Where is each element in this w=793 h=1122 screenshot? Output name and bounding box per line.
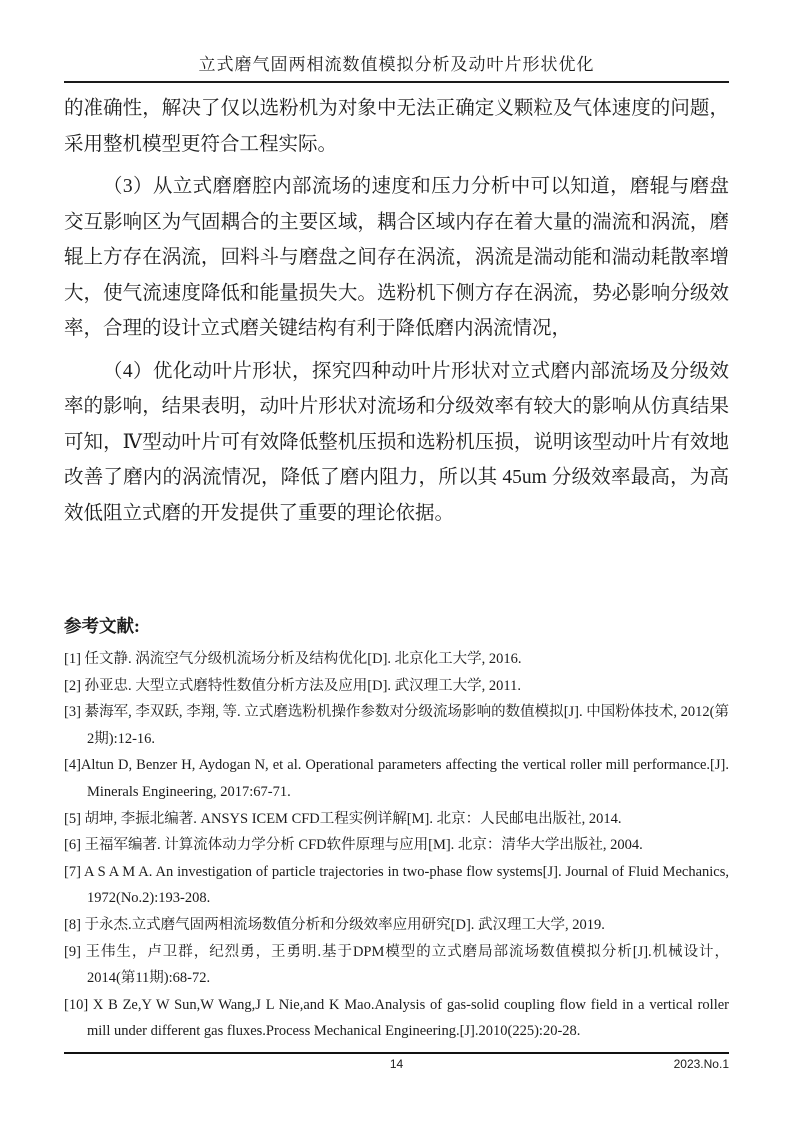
page-number: 14: [389, 1057, 404, 1071]
page-footer: [64, 1052, 729, 1084]
reference-item: [6] 王福军编著. 计算流体动力学分析 CFD软件原理与应用[M]. 北京：清华大学出版社, 2004.: [64, 837, 643, 854]
body-paragraph-point-3: （3）从立式磨磨腔内部流场的速度和压力分析中可以知道，磨辊与磨盘交互影响区为气固耦合的主要区域，耦合区域内存在着大量的湍流和涡流，磨辊上方存在涡流，回料斗与磨盘之间存在涡流，涡流是湍动能和湍动耗散率增大，使气流速度降低和能量损失大。选粉机下侧方存在涡流，势必影响分级效率，合理的设计立式磨关键结构有利于降低磨内涡流情况，: [64, 176, 729, 339]
reference-item: [5] 胡坤, 李振北编著. ANSYS ICEM CFD工程实例详解[M]. 北京：人民邮电出版社, 2014.: [64, 810, 622, 827]
page-header: [64, 0, 729, 83]
reference-item: [1] 任文静. 涡流空气分级机流场分析及结构优化[D]. 北京化工大学, 2016.: [64, 651, 522, 667]
references-heading: 参考文献:: [64, 616, 140, 636]
issue-label: 2023.No.1: [673, 1057, 729, 1071]
running-head-title: 立式磨气固两相流数值模拟分析及动叶片形状优化: [198, 55, 595, 74]
page-body: [64, 84, 729, 1045]
references-list: [64, 646, 729, 1045]
reference-item: [10] X B Ze,Y W Sun,W Wang,J L Nie,and K Mao.Analysis of gas-solid coupling flow field in a vertical roller mill under different gas fluxes.Process Mechanical Engineering.[J].2010(225):20-28.: [64, 996, 729, 1040]
reference-item: [9] 王伟生，卢卫群，纪烈勇，王勇明.基于DPM模型的立式磨局部流场数值模拟分析[J].机械设计，2014(第11期):68-72.: [64, 943, 729, 987]
body-paragraph-continuation: 的准确性，解决了仅以选粉机为对象中无法正确定义颗粒及气体速度的问题，采用整机模型更符合工程实际。: [64, 98, 729, 155]
reference-item: [7] A S A M A. An investigation of particle trajectories in two-phase flow systems[J]. Journal of Fluid Mechanics, 1972(No.2):193-208.: [64, 863, 729, 907]
reference-item: [4]Altun D, Benzer H, Aydogan N, et al. Operational parameters affecting the vertical roller mill performance.[J]. Minerals Engineering, 2017:67-71.: [64, 757, 729, 800]
body-paragraph-point-4: （4）优化动叶片形状，探究四种动叶片形状对立式磨内部流场及分级效率的影响，结果表明，动叶片形状对流场和分级效率有较大的影响从仿真结果可知，Ⅳ型动叶片可有效降低整机压损和选粉机压损，说明该型动叶片有效地改善了磨内的涡流情况，降低了磨内阻力，所以其 45um 分级效率最高，为高效低阻立式磨的开发提供了重要的理论依据。: [64, 360, 729, 524]
reference-item: [2] 孙亚忠. 大型立式磨特性数值分析方法及应用[D]. 武汉理工大学, 2011.: [64, 677, 521, 694]
reference-item: [8] 于永杰.立式磨气固两相流场数值分析和分级效率应用研究[D]. 武汉理工大学, 2019.: [64, 916, 605, 933]
reference-item: [3] 綦海军, 李双跃, 李翔, 等. 立式磨选粉机操作参数对分级流场影响的数值模拟[J]. 中国粉体技术, 2012(第2期):12-16.: [64, 704, 729, 747]
